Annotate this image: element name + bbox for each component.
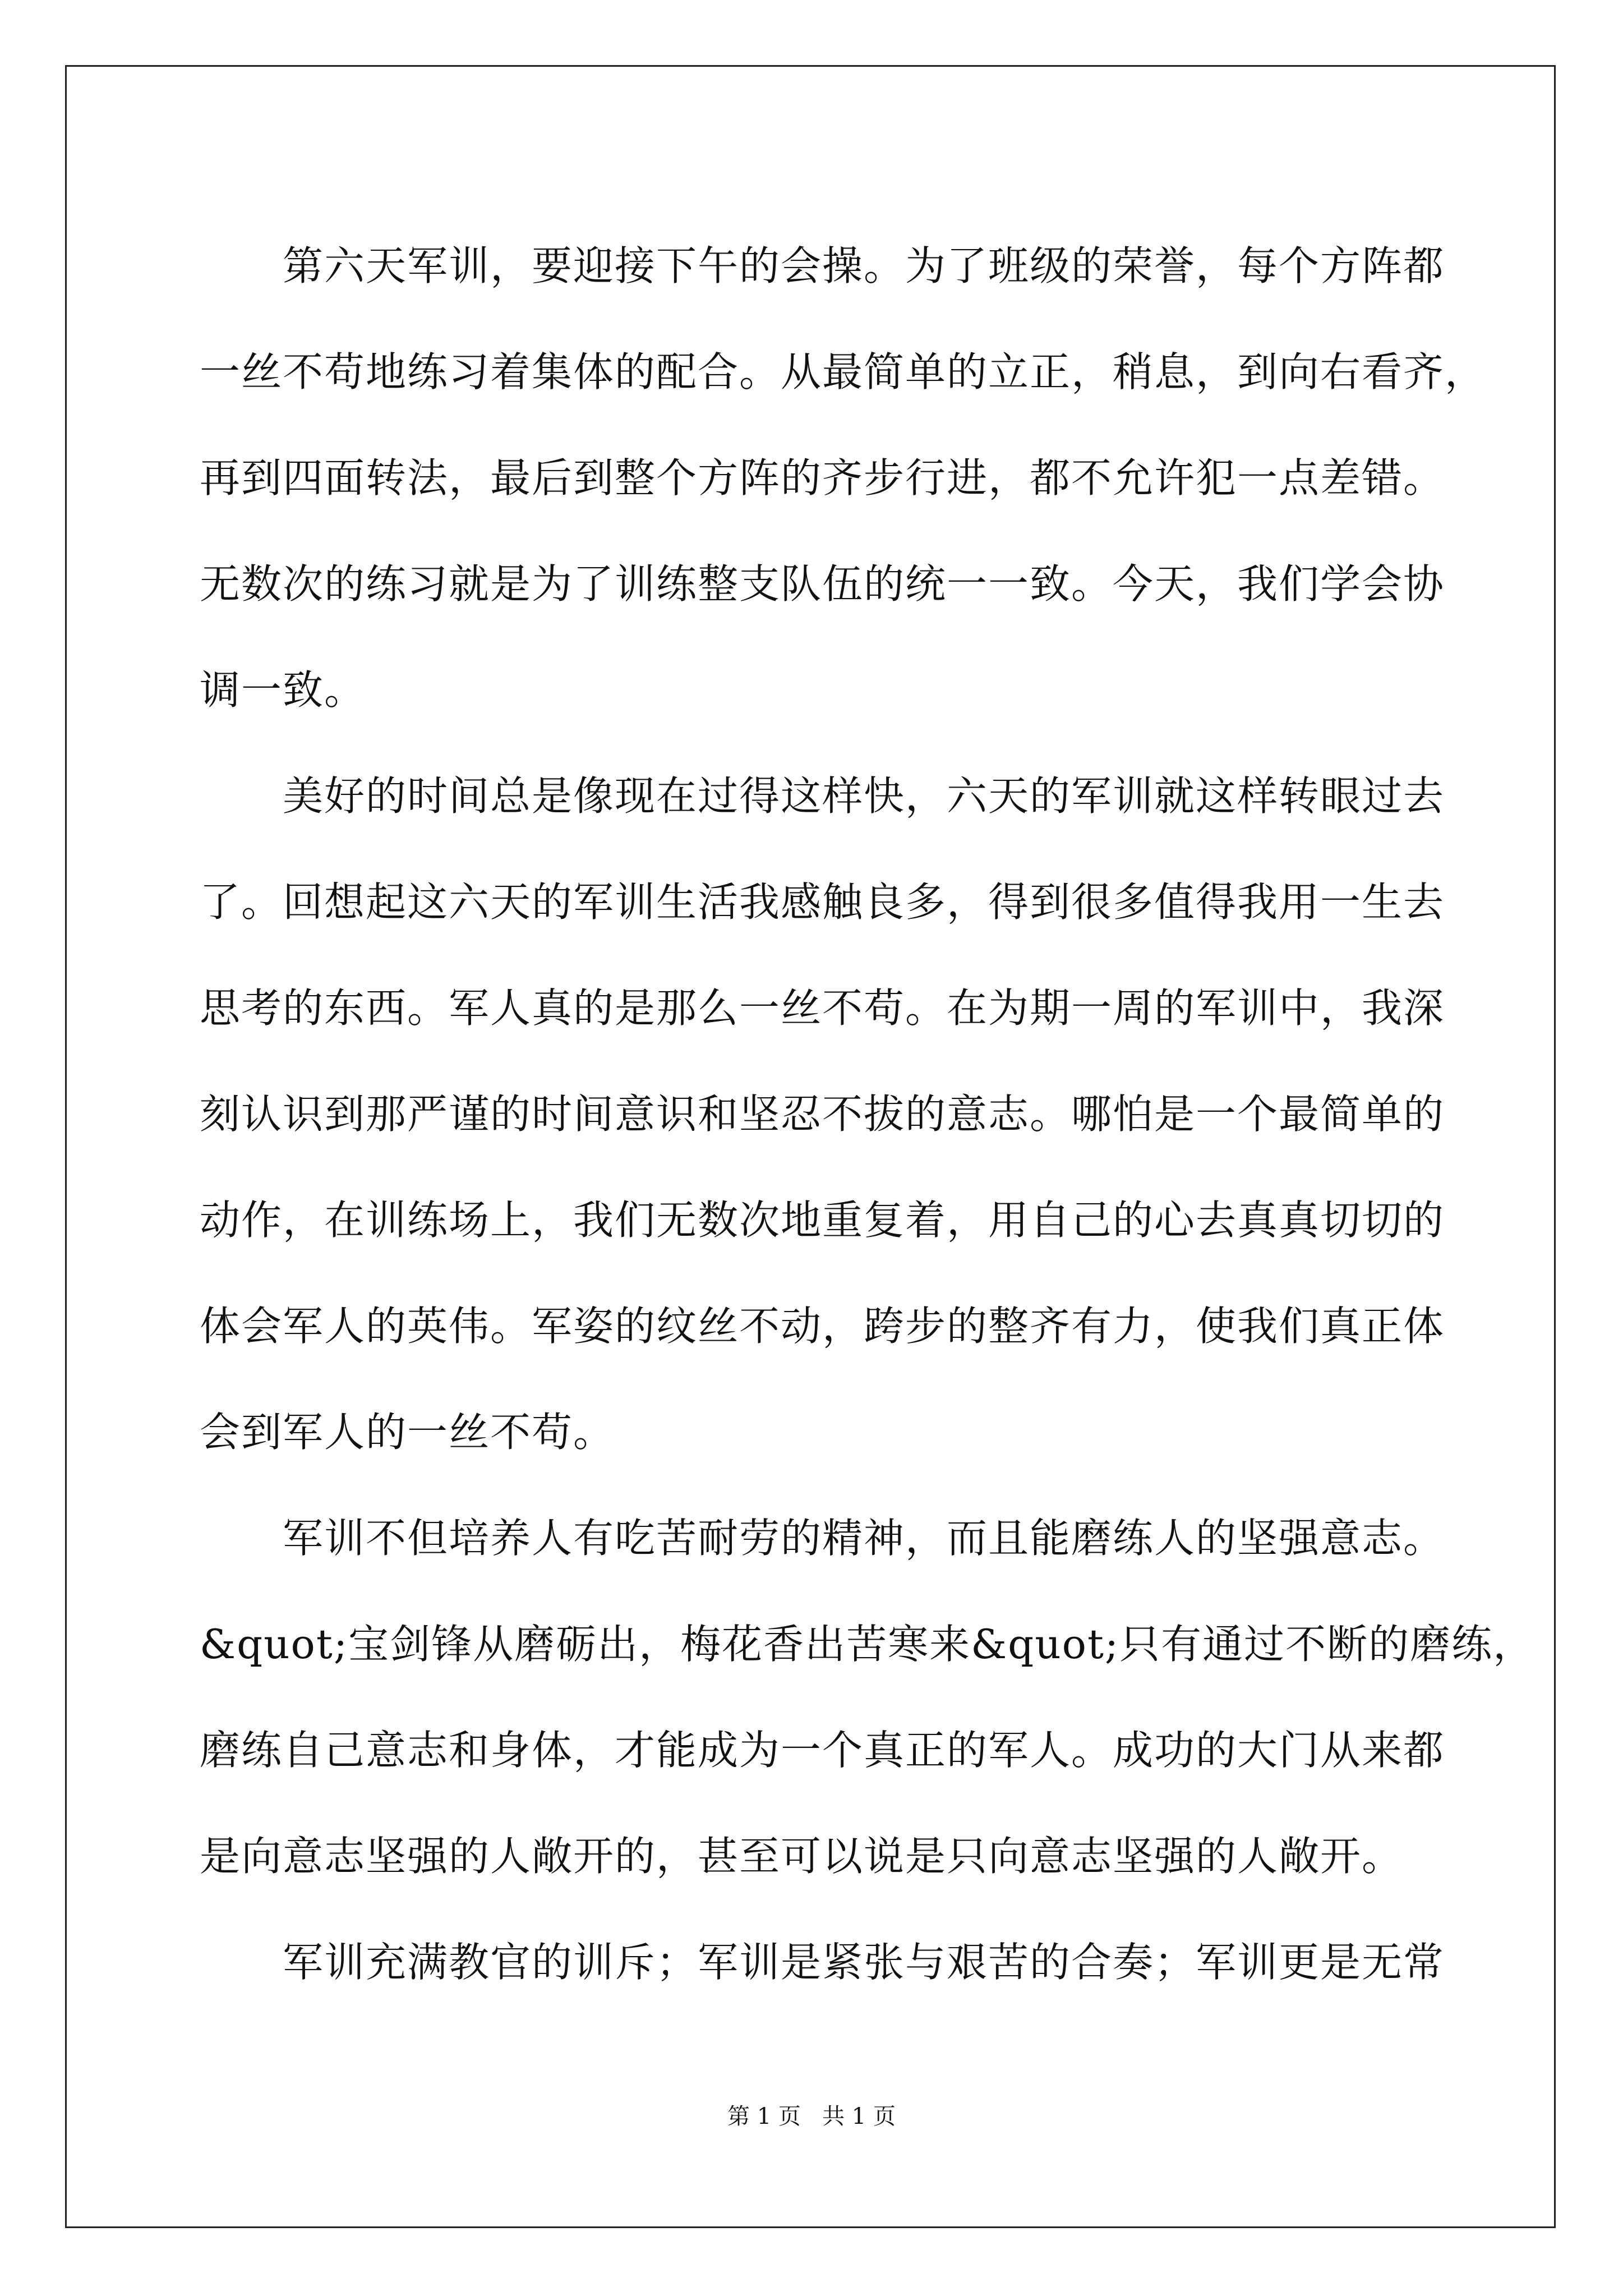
paragraph-2-line-5: 动作，在训练场上，我们无数次地重复着，用自己的心去真真切切的 bbox=[200, 1197, 1445, 1244]
body-text bbox=[200, 213, 1535, 2016]
paragraph-1-line-5: 调一致。 bbox=[200, 666, 366, 714]
paragraph-3-line-3: 磨练自己意志和身体，才能成为一个真正的军人。成功的大门从来都 bbox=[200, 1727, 1445, 1774]
paragraph-3-line-2: &quot;宝剑锋从磨砺出，梅花香出苦寒来&quot;只有通过不断的磨练， bbox=[200, 1621, 1535, 1668]
paragraph-2-line-2: 了。回想起这六天的军训生活我感触良多，得到很多值得我用一生去 bbox=[200, 878, 1445, 926]
paragraph-2-line-7: 会到军人的一丝不苟。 bbox=[200, 1409, 615, 1456]
paragraph-2-line-6: 体会军人的英伟。军姿的纹丝不动，跨步的整齐有力，使我们真正体 bbox=[200, 1303, 1445, 1350]
paragraph-2-line-4: 刻认识到那严谨的时间意识和坚忍不拔的意志。哪怕是一个最简单的 bbox=[200, 1091, 1445, 1138]
paragraph-2-line-3: 思考的东西。军人真的是那么一丝不苟。在为期一周的军训中，我深 bbox=[200, 984, 1445, 1032]
paragraph-1-line-1: 第六天军训，要迎接下午的会操。为了班级的荣誉，每个方阵都 bbox=[283, 242, 1445, 289]
page-number-footer: 第 1 页 共 1 页 bbox=[727, 2104, 896, 2129]
paragraph-3-line-4: 是向意志坚强的人敞开的，甚至可以说是只向意志坚强的人敞开。 bbox=[200, 1833, 1404, 1880]
paragraph-4-line-1: 军训充满教官的训斥；军训是紧张与艰苦的合奏；军训更是无常 bbox=[283, 1939, 1445, 1986]
paragraph-1-line-4: 无数次的练习就是为了训练整支队伍的统一一致。今天，我们学会协 bbox=[200, 560, 1445, 608]
paragraph-2-line-1: 美好的时间总是像现在过得这样快，六天的军训就这样转眼过去 bbox=[283, 772, 1445, 820]
paragraph-1-line-3: 再到四面转法，最后到整个方阵的齐步行进，都不允许犯一点差错。 bbox=[200, 454, 1445, 501]
paragraph-1-line-2: 一丝不苟地练习着集体的配合。从最简单的立正，稍息，到向右看齐， bbox=[200, 348, 1487, 395]
paragraph-3-line-1: 军训不但培养人有吃苦耐劳的精神，而且能磨练人的坚强意志。 bbox=[283, 1515, 1445, 1562]
